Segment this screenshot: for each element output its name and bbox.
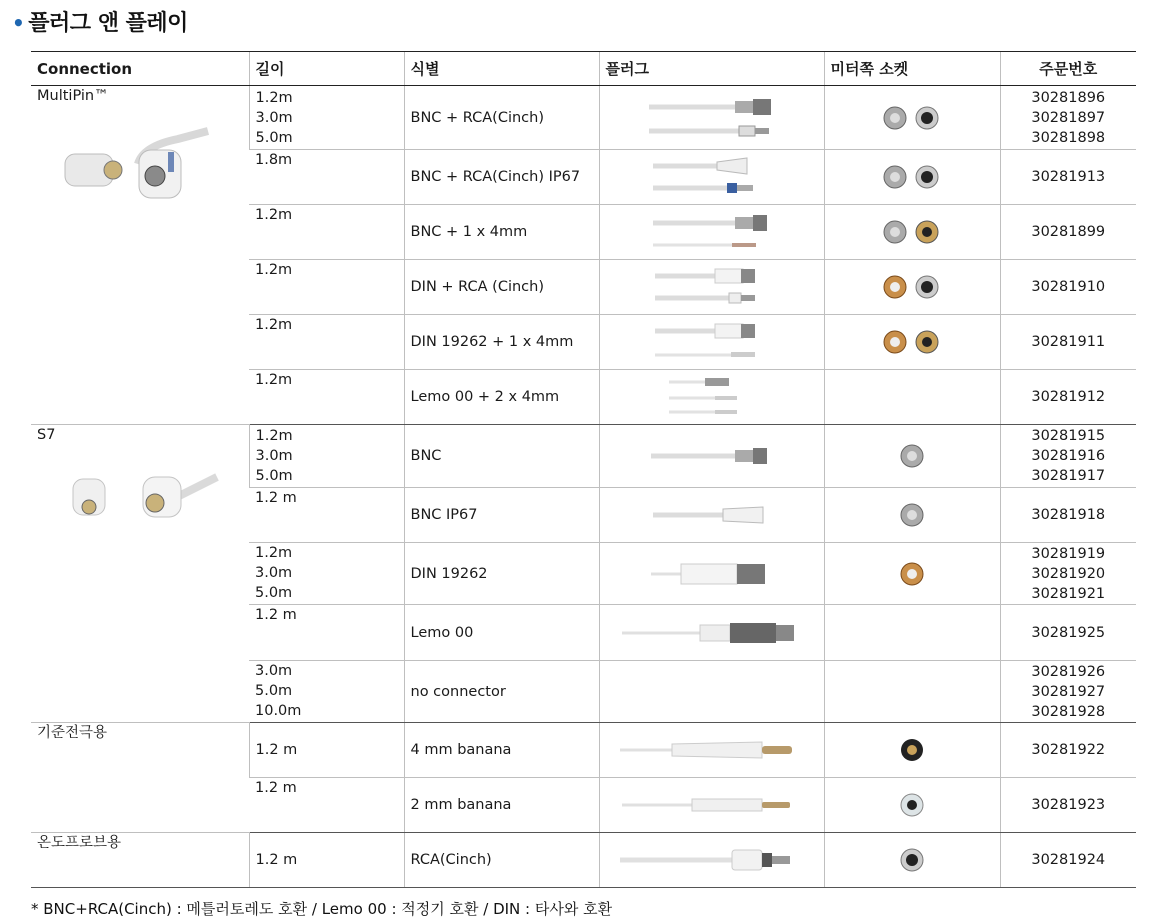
id-cell: BNC + RCA(Cinch) IP67 — [404, 150, 599, 205]
header-id: 식별 — [404, 52, 599, 86]
bnc-4mm-socket-icon — [877, 217, 947, 247]
table-header-row — [31, 52, 1136, 86]
socket-cell — [824, 778, 1000, 833]
plug-cell — [599, 723, 824, 778]
table-row — [31, 86, 1136, 150]
bnc-4mm-plug-icon — [647, 209, 777, 255]
header-connection: Connection — [31, 52, 249, 86]
group-temperature — [31, 833, 249, 888]
socket-cell — [824, 86, 1000, 150]
socket-cell — [824, 370, 1000, 425]
socket-cell — [824, 205, 1000, 260]
socket-cell — [824, 315, 1000, 370]
id-cell: Lemo 00 — [404, 605, 599, 661]
length-cell: 1.2 m — [249, 488, 404, 543]
plug-cell — [599, 86, 824, 150]
id-cell: RCA(Cinch) — [404, 833, 599, 888]
order-cell: 30281910 — [1000, 260, 1136, 315]
order-cell: 30281912 — [1000, 370, 1136, 425]
din-rca-socket-icon — [877, 272, 947, 302]
group-name: 온도프로브용 — [37, 835, 122, 851]
plug-cell — [599, 543, 824, 605]
length-cell: 1.2 m — [249, 605, 404, 661]
order-cell: 30281896 30281897 30281898 — [1000, 86, 1136, 150]
order-cell: 30281925 — [1000, 605, 1136, 661]
group-name: 기준전극용 — [37, 725, 108, 741]
bnc-ip67-plug-icon — [647, 495, 777, 535]
order-cell: 30281915 30281916 30281917 — [1000, 425, 1136, 488]
plug-cell — [599, 425, 824, 488]
order-cell: 30281918 — [1000, 488, 1136, 543]
length-cell: 1.2 m — [249, 723, 404, 778]
length-cell: 1.2m 3.0m 5.0m — [249, 543, 404, 605]
din-plug-icon — [647, 554, 777, 594]
group-reference — [31, 723, 249, 833]
multipin-connector-icon — [43, 114, 223, 204]
length-cell: 3.0m 5.0m 10.0m — [249, 661, 404, 723]
length-cell: 1.2m 3.0m 5.0m — [249, 425, 404, 488]
plug-cell — [599, 778, 824, 833]
id-cell: DIN + RCA (Cinch) — [404, 260, 599, 315]
header-length: 길이 — [249, 52, 404, 86]
banana-4mm-socket-icon — [892, 735, 932, 765]
length-cell: 1.2m — [249, 315, 404, 370]
length-cell: 1.2m — [249, 370, 404, 425]
length-cell: 1.2 m — [249, 778, 404, 833]
plug-cell — [599, 833, 824, 888]
id-cell: BNC — [404, 425, 599, 488]
banana-2mm-socket-icon — [892, 790, 932, 820]
order-cell: 30281919 30281920 30281921 — [1000, 543, 1136, 605]
id-cell: BNC + 1 x 4mm — [404, 205, 599, 260]
id-cell: DIN 19262 — [404, 543, 599, 605]
bnc-rca-socket-icon — [877, 103, 947, 133]
din-4mm-socket-icon — [877, 327, 947, 357]
order-cell: 30281924 — [1000, 833, 1136, 888]
socket-cell — [824, 543, 1000, 605]
socket-cell — [824, 150, 1000, 205]
title-bullet-icon: • — [12, 11, 25, 35]
group-s7 — [31, 425, 249, 723]
id-cell: 2 mm banana — [404, 778, 599, 833]
length-cell: 1.2m — [249, 260, 404, 315]
plug-cell — [599, 260, 824, 315]
order-cell: 30281923 — [1000, 778, 1136, 833]
id-cell: no connector — [404, 661, 599, 723]
plug-cell — [599, 605, 824, 661]
socket-cell — [824, 723, 1000, 778]
length-cell: 1.2m — [249, 205, 404, 260]
group-name: MultiPin™ — [37, 88, 109, 104]
din-socket-icon — [892, 559, 932, 589]
lemo-plug-icon — [612, 613, 812, 653]
table-row — [31, 425, 1136, 488]
header-order: 주문번호 — [1000, 52, 1136, 86]
socket-cell — [824, 488, 1000, 543]
banana-4mm-plug-icon — [612, 732, 812, 768]
order-cell: 30281911 — [1000, 315, 1136, 370]
id-cell: BNC + RCA(Cinch) — [404, 86, 599, 150]
id-cell: 4 mm banana — [404, 723, 599, 778]
footnote: * BNC+RCA(Cinch) : 메틀러토레도 호환 / Lemo 00 : 적정기 호환 / DIN : 타사와 호환 — [31, 900, 613, 918]
socket-cell — [824, 260, 1000, 315]
s7-connector-icon — [57, 457, 237, 527]
plug-cell — [599, 370, 824, 425]
socket-cell — [824, 833, 1000, 888]
order-cell: 30281922 — [1000, 723, 1136, 778]
bnc-plug-icon — [647, 436, 777, 476]
bnc-socket-icon — [892, 500, 932, 530]
din-rca-plug-icon — [647, 264, 777, 310]
socket-cell — [824, 605, 1000, 661]
id-cell: DIN 19262 + 1 x 4mm — [404, 315, 599, 370]
group-multipin — [31, 86, 249, 425]
bnc-rca-plug-icon — [647, 93, 777, 143]
id-cell: Lemo 00 + 2 x 4mm — [404, 370, 599, 425]
socket-cell — [824, 425, 1000, 488]
id-cell: BNC IP67 — [404, 488, 599, 543]
header-socket: 미터쪽 소켓 — [824, 52, 1000, 86]
page-title — [12, 6, 188, 37]
banana-2mm-plug-icon — [612, 787, 812, 823]
plug-cell — [599, 661, 824, 723]
order-cell: 30281926 30281927 30281928 — [1000, 661, 1136, 723]
socket-cell — [824, 661, 1000, 723]
plug-cell — [599, 488, 824, 543]
length-cell: 1.8m — [249, 150, 404, 205]
rca-socket-icon — [892, 845, 932, 875]
header-plug: 플러그 — [599, 52, 824, 86]
plug-cell — [599, 315, 824, 370]
order-cell: 30281899 — [1000, 205, 1136, 260]
length-cell: 1.2 m — [249, 833, 404, 888]
page-title-text: 플러그 앤 플레이 — [28, 11, 188, 36]
spec-table — [31, 51, 1136, 888]
table-row — [31, 833, 1136, 888]
length-cell: 1.2m 3.0m 5.0m — [249, 86, 404, 150]
bnc-socket-icon — [892, 441, 932, 471]
bnc-rca-socket-icon — [877, 162, 947, 192]
order-cell: 30281913 — [1000, 150, 1136, 205]
group-name: S7 — [37, 427, 56, 443]
lemo-4mm-plug-icon — [647, 374, 777, 420]
plug-cell — [599, 205, 824, 260]
bnc-rca-ip67-plug-icon — [647, 154, 777, 200]
table-row — [31, 723, 1136, 778]
din-4mm-plug-icon — [647, 319, 777, 365]
rca-plug-icon — [612, 842, 812, 878]
plug-cell — [599, 150, 824, 205]
